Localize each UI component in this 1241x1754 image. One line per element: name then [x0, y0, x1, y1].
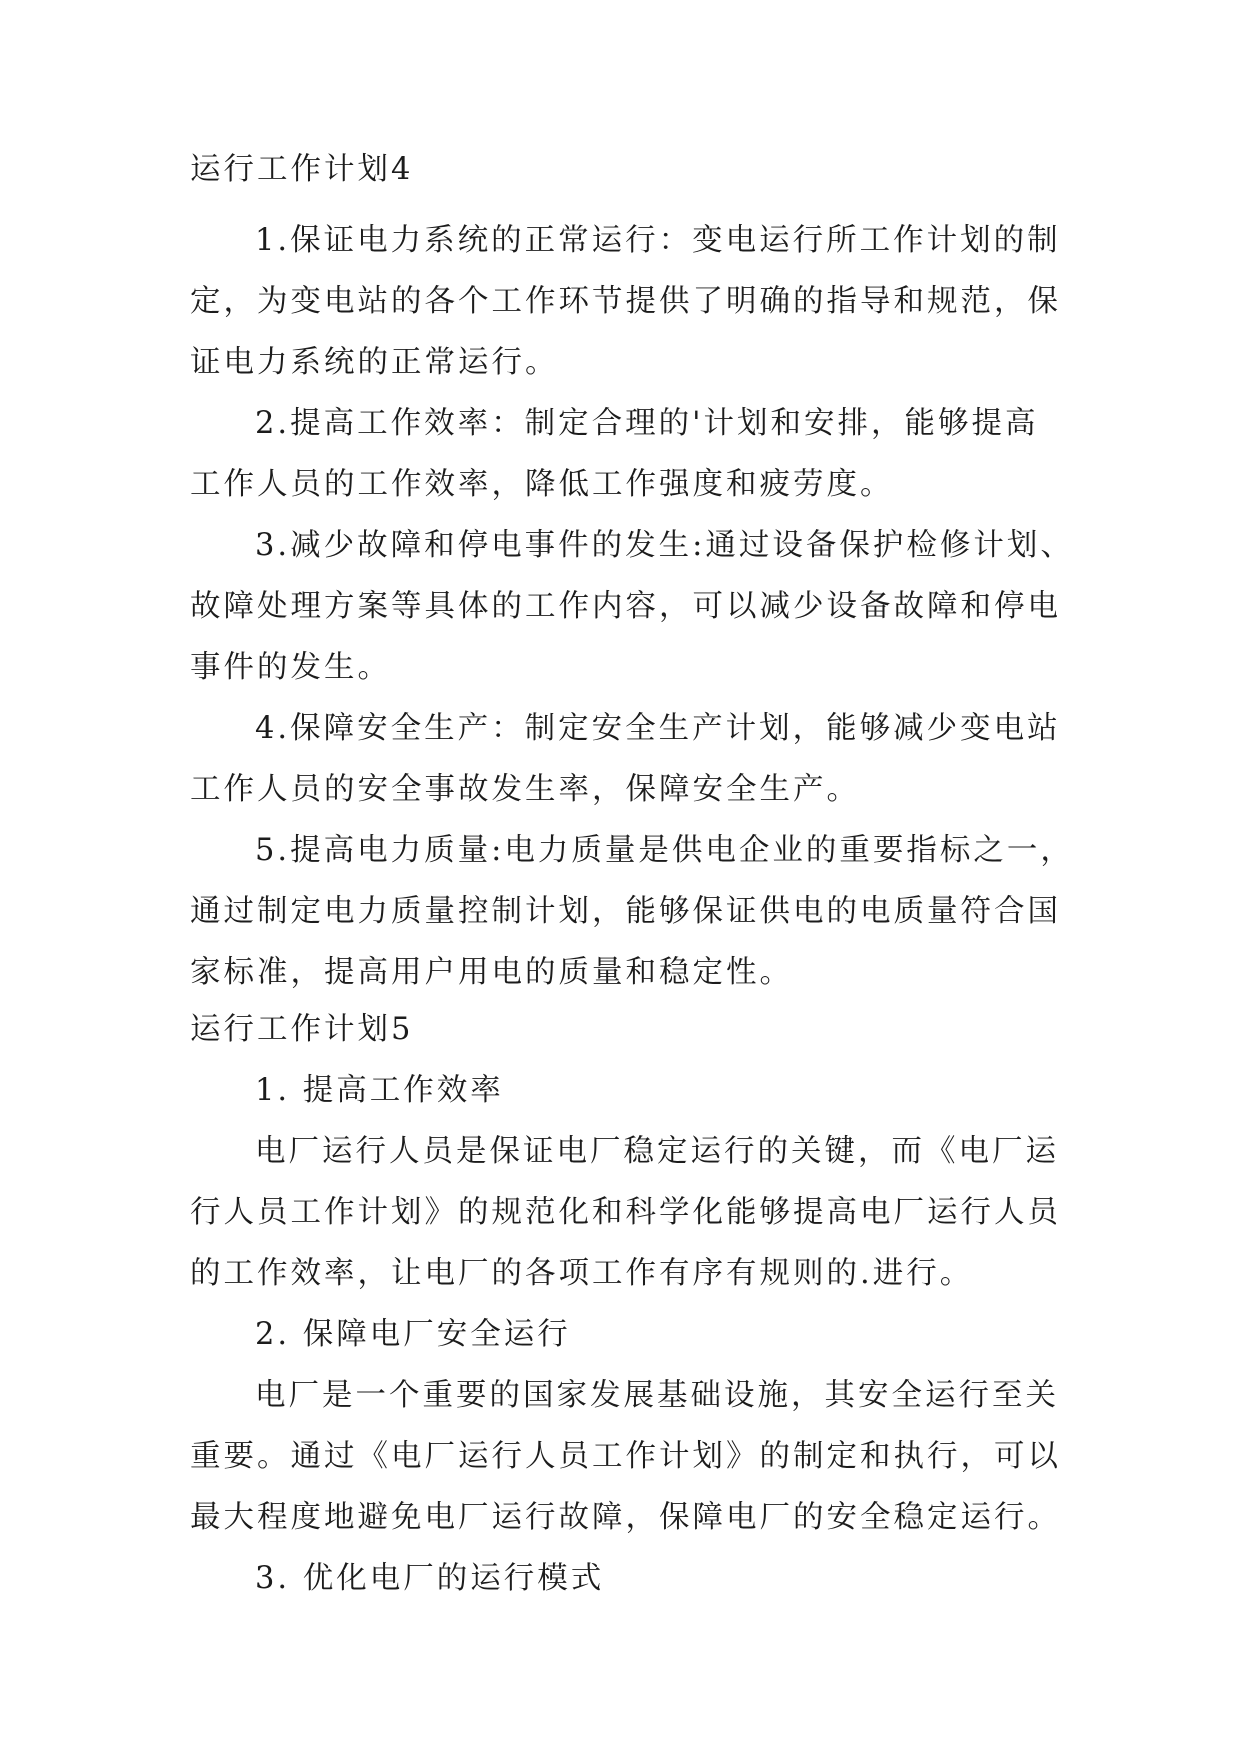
paragraph-line: 5.提高电力质量:电力质量是供电企业的重要指标之一， [255, 833, 1074, 868]
paragraph-line: 1.保证电力系统的正常运行：变电运行所工作计划的制 [255, 223, 1061, 258]
paragraph-line: 事件的发生。 [190, 650, 391, 685]
paragraph-line: 故障处理方案等具体的工作内容，可以减少设备故障和停电 [190, 589, 1061, 624]
subheading-line: 2. 保障电厂安全运行 [255, 1317, 571, 1352]
paragraph-line: 工作人员的安全事故发生率，保障安全生产。 [190, 772, 860, 807]
paragraph-line: 定，为变电站的各个工作环节提供了明确的指导和规范，保 [190, 284, 1061, 319]
paragraph-line: 行人员工作计划》的规范化和科学化能够提高电厂运行人员 [190, 1195, 1061, 1230]
paragraph-line: 通过制定电力质量控制计划，能够保证供电的电质量符合国 [190, 894, 1061, 929]
subheading-line: 3. 优化电厂的运行模式 [255, 1561, 605, 1596]
paragraph-line: 2.提高工作效率：制定合理的'计划和安排，能够提高 [255, 406, 1039, 441]
paragraph-line: 证电力系统的正常运行。 [190, 345, 559, 380]
paragraph-line: 重要。通过《电厂运行人员工作计划》的制定和执行，可以 [190, 1439, 1061, 1474]
paragraph-line: 电厂是一个重要的国家发展基础设施，其安全运行至关 [255, 1378, 1059, 1413]
paragraph-line: 工作人员的工作效率，降低工作强度和疲劳度。 [190, 467, 894, 502]
paragraph-line: 家标准，提高用户用电的质量和稳定性。 [190, 955, 793, 990]
subheading-line: 1. 提高工作效率 [255, 1073, 504, 1108]
section-heading: 运行工作计划4 [190, 152, 414, 187]
paragraph-line: 4.保障安全生产：制定安全生产计划，能够减少变电站 [255, 711, 1061, 746]
paragraph-line: 最大程度地避免电厂运行故障，保障电厂的安全稳定运行。 [190, 1500, 1061, 1535]
paragraph-line: 的工作效率，让电厂的各项工作有序有规则的.进行。 [190, 1256, 974, 1291]
paragraph-line: 3.减少故障和停电事件的发生:通过设备保护检修计划、 [255, 528, 1074, 563]
section-heading: 运行工作计划5 [190, 1012, 414, 1047]
paragraph-line: 电厂运行人员是保证电厂稳定运行的关键，而《电厂运 [255, 1134, 1059, 1169]
